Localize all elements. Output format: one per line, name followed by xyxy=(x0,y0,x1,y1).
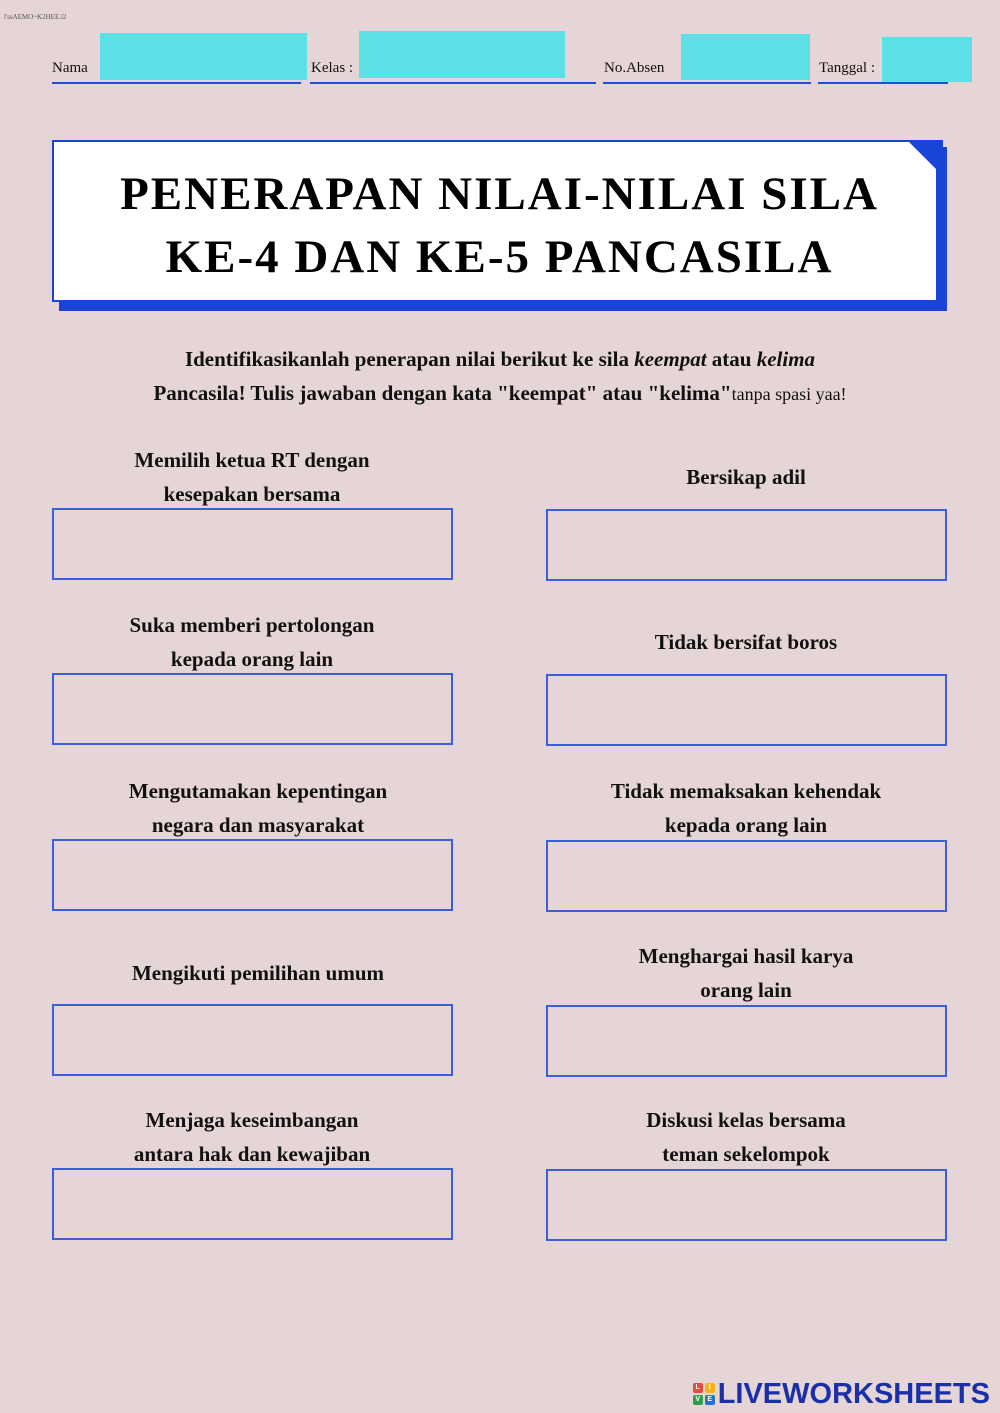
question-2 xyxy=(546,460,946,494)
title-line-2: KE-4 DAN KE-5 PANCASILA xyxy=(165,231,834,283)
answer-3-input[interactable] xyxy=(52,673,453,745)
question-3-line1: Suka memberi pertolongan xyxy=(129,613,375,637)
question-4-line1: Tidak bersifat boros xyxy=(654,630,838,654)
question-4 xyxy=(546,625,946,659)
document-code: l'ssAEMO~K2HEE.l2 xyxy=(4,13,67,21)
answer-7-input[interactable] xyxy=(52,1004,453,1076)
nama-underline xyxy=(52,82,301,84)
answer-8-input[interactable] xyxy=(546,1005,947,1077)
question-10 xyxy=(546,1103,946,1171)
instructions-keempat: keempat xyxy=(634,347,707,371)
logo-mark-e: E xyxy=(705,1395,715,1405)
question-9-line1: Menjaga keseimbangan xyxy=(145,1108,359,1132)
absen-label: No.Absen xyxy=(604,60,665,76)
question-6 xyxy=(546,774,946,842)
question-10-line1: Diskusi kelas bersama xyxy=(646,1108,846,1132)
logo-mark-i: I xyxy=(705,1383,715,1393)
question-9 xyxy=(52,1103,452,1171)
answer-4-input[interactable] xyxy=(546,674,947,746)
question-8-line2: orang lain xyxy=(700,978,792,1002)
tanggal-label: Tanggal : xyxy=(819,60,876,76)
question-5 xyxy=(58,774,458,842)
logo-text: LIVEWORKSHEETS xyxy=(717,1377,990,1410)
question-2-line1: Bersikap adil xyxy=(686,465,806,489)
liveworksheets-logo xyxy=(693,1377,990,1411)
instructions-part1: Identifikasikanlah penerapan nilai berikut ke sila xyxy=(184,347,635,371)
title-line-1: PENERAPAN NILAI-NILAI SILA xyxy=(120,168,879,220)
answer-2-input[interactable] xyxy=(546,509,947,581)
answer-1-input[interactable] xyxy=(52,508,453,580)
question-6-line1: Tidak memaksakan kehendak xyxy=(610,779,882,803)
absen-underline xyxy=(603,82,811,84)
question-8-line1: Menghargai hasil karya xyxy=(638,944,854,968)
question-1 xyxy=(52,443,452,511)
question-9-line2: antara hak dan kewajiban xyxy=(133,1142,371,1166)
answer-6-input[interactable] xyxy=(546,840,947,912)
question-7-line1: Mengikuti pemilihan umum xyxy=(131,961,385,985)
question-5-line2: negara dan masyarakat xyxy=(151,813,365,837)
instructions-line2-note: tanpa spasi yaa! xyxy=(731,384,847,404)
tanggal-input[interactable] xyxy=(882,37,972,82)
question-1-line2: kesepakan bersama xyxy=(163,482,341,506)
answer-5-input[interactable] xyxy=(52,839,453,911)
instructions xyxy=(60,342,940,411)
kelas-input[interactable] xyxy=(359,31,565,78)
question-3 xyxy=(52,608,452,676)
question-8 xyxy=(546,939,946,1007)
answer-10-input[interactable] xyxy=(546,1169,947,1241)
question-6-line2: kepada orang lain xyxy=(664,813,828,837)
kelas-label: Kelas : xyxy=(311,60,354,76)
instructions-line2: Pancasila! Tulis jawaban dengan kata "keempat" atau "kelima" xyxy=(153,381,732,405)
kelas-underline xyxy=(310,82,596,84)
logo-mark-l: L xyxy=(693,1383,703,1393)
question-3-line2: kepada orang lain xyxy=(170,647,334,671)
nama-input[interactable] xyxy=(100,33,307,80)
tanggal-underline xyxy=(818,82,948,84)
question-10-line2: teman sekelompok xyxy=(662,1142,830,1166)
instructions-atau: atau xyxy=(706,347,757,371)
logo-mark-icon xyxy=(693,1383,715,1405)
question-7 xyxy=(58,956,458,990)
absen-input[interactable] xyxy=(681,34,810,80)
nama-label: Nama xyxy=(52,60,88,76)
question-5-line1: Mengutamakan kepentingan xyxy=(128,779,388,803)
instructions-kelima: kelima xyxy=(756,347,816,371)
question-1-line1: Memilih ketua RT dengan xyxy=(134,448,370,472)
page-title xyxy=(52,163,947,289)
logo-mark-v: V xyxy=(693,1395,703,1405)
answer-9-input[interactable] xyxy=(52,1168,453,1240)
